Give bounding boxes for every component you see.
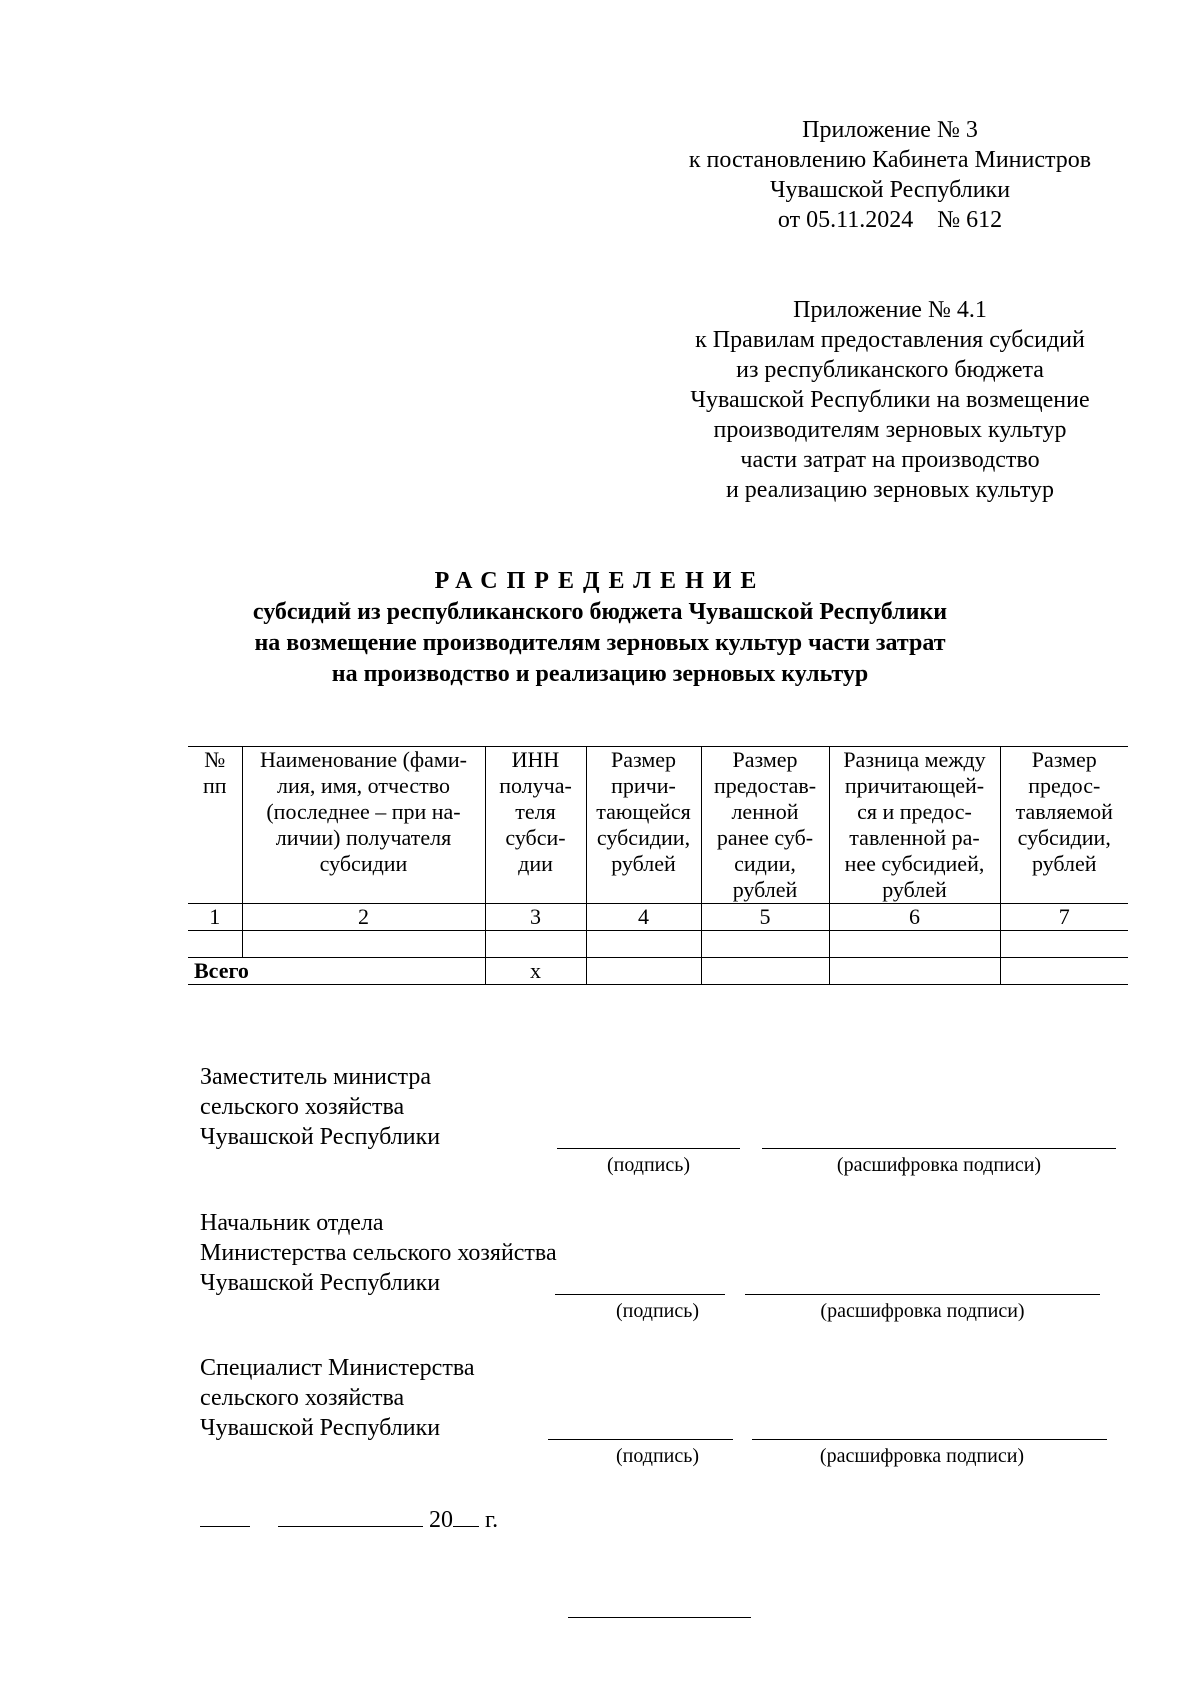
signatory-title-line: Начальник отдела xyxy=(200,1210,384,1236)
decode-caption: (расшифровка подписи) xyxy=(820,1300,1025,1322)
table-header-row xyxy=(188,747,1128,904)
table-cell xyxy=(829,931,1000,958)
column-number: 5 xyxy=(701,904,829,931)
table-cell xyxy=(188,931,242,958)
column-number: 4 xyxy=(586,904,701,931)
header-cell-granted-subsidy: Размер предос- тавляемой субсидии, рублей xyxy=(1000,747,1128,904)
table-cell xyxy=(1000,958,1128,985)
header-cell-difference: Разница между причитающей- ся и предос- тавленной ра- нее субсидией, рублей xyxy=(829,747,1000,904)
signatory-department-head xyxy=(200,1208,557,1298)
date-day-blank[interactable] xyxy=(200,1504,250,1527)
appendix-main-line4: от 05.11.2024 № 612 xyxy=(777,207,1003,233)
signature-caption: (подпись) xyxy=(615,1300,700,1322)
header-cell-due-subsidy: Размер причи- тающейся субсидии, рублей xyxy=(586,747,701,904)
signature-line[interactable] xyxy=(557,1148,740,1149)
column-number: 3 xyxy=(485,904,586,931)
date-year-suffix: г. xyxy=(485,1507,499,1533)
signatory-title-line: Чувашской Республики xyxy=(200,1270,441,1296)
appendix-main-line3: Чувашской Республики xyxy=(769,177,1011,203)
signature-caption: (подпись) xyxy=(606,1154,691,1176)
signatory-title-line: Заместитель министра xyxy=(200,1064,431,1090)
appendix-rules-line: производителям зерновых культур xyxy=(713,417,1067,443)
signatory-title-line: Чувашской Республики xyxy=(200,1124,441,1150)
date-month-blank[interactable] xyxy=(278,1504,423,1527)
table-cell xyxy=(829,958,1000,985)
column-number: 6 xyxy=(829,904,1000,931)
appendix-rules-line: и реализацию зерновых культур xyxy=(725,477,1055,503)
title-line2: на возмещение производителям зерновых культур части затрат xyxy=(254,630,946,656)
appendix-rules-header xyxy=(640,295,1140,505)
signature-decode-line[interactable] xyxy=(745,1294,1100,1295)
title-line3: на производство и реализацию зерновых культур xyxy=(331,661,869,687)
title-line1: субсидий из республиканского бюджета Чувашской Республики xyxy=(252,599,948,625)
table-cell xyxy=(586,958,701,985)
closing-separator-line xyxy=(568,1617,751,1618)
total-inn-cell: х xyxy=(485,958,586,985)
appendix-rules-line: из республиканского бюджета xyxy=(736,357,1044,383)
header-cell-inn: ИНН получа- теля субси- дии xyxy=(485,747,586,904)
appendix-main-header xyxy=(640,115,1140,235)
signatory-title-line: сельского хозяйства xyxy=(200,1385,405,1411)
table-cell xyxy=(701,931,829,958)
signature-line[interactable] xyxy=(548,1439,733,1440)
appendix-main-line2: к постановлению Кабинета Министров xyxy=(688,147,1092,173)
column-number: 1 xyxy=(188,904,242,931)
appendix-rules-line: к Правилам предоставления субсидий xyxy=(695,327,1085,353)
table-column-number-row xyxy=(188,904,1128,931)
table-cell xyxy=(586,931,701,958)
signatory-title-line: сельского хозяйства xyxy=(200,1094,405,1120)
table-cell xyxy=(485,931,586,958)
signatory-title-line: Чувашской Республики xyxy=(200,1415,441,1441)
header-cell-previous-subsidy: Размер предостав- ленной ранее суб- сидии, рублей xyxy=(701,747,829,904)
column-number: 2 xyxy=(242,904,485,931)
decode-caption: (расшифровка подписи) xyxy=(819,1445,1025,1467)
total-label: Всего xyxy=(188,958,485,985)
date-field xyxy=(200,1504,498,1534)
table-cell xyxy=(242,931,485,958)
date-year-blank[interactable] xyxy=(453,1504,479,1527)
column-number: 7 xyxy=(1000,904,1128,931)
signature-caption: (подпись) xyxy=(615,1445,700,1467)
table-total-row xyxy=(188,958,1128,985)
document-title xyxy=(0,566,1200,690)
signature-decode-line[interactable] xyxy=(762,1148,1116,1149)
header-cell-number: № пп xyxy=(188,747,242,904)
table-row xyxy=(188,931,1128,958)
signature-decode-line[interactable] xyxy=(752,1439,1107,1440)
distribution-table xyxy=(188,746,1128,985)
appendix-main-line1: Приложение № 3 xyxy=(802,117,978,143)
signatory-deputy-minister xyxy=(200,1062,440,1152)
table-cell xyxy=(1000,931,1128,958)
signatory-ministry-specialist xyxy=(200,1353,475,1443)
signatory-title-line: Специалист Министерства xyxy=(200,1355,475,1381)
title-heading: РАСПРЕДЕЛЕНИЕ xyxy=(434,568,766,594)
appendix-rules-line: Чувашской Республики на возмещение xyxy=(690,387,1090,413)
appendix-rules-line: Приложение № 4.1 xyxy=(793,297,987,323)
signature-line[interactable] xyxy=(555,1294,725,1295)
decode-caption: (расшифровка подписи) xyxy=(836,1154,1042,1176)
appendix-rules-line: части затрат на производство xyxy=(740,447,1040,473)
signatory-title-line: Министерства сельского хозяйства xyxy=(200,1240,557,1266)
header-cell-recipient-name: Наименование (фами- лия, имя, отчество (последнее – при на- личии) получателя субсидии xyxy=(242,747,485,904)
table-cell xyxy=(701,958,829,985)
date-year-prefix: 20 xyxy=(429,1507,453,1533)
